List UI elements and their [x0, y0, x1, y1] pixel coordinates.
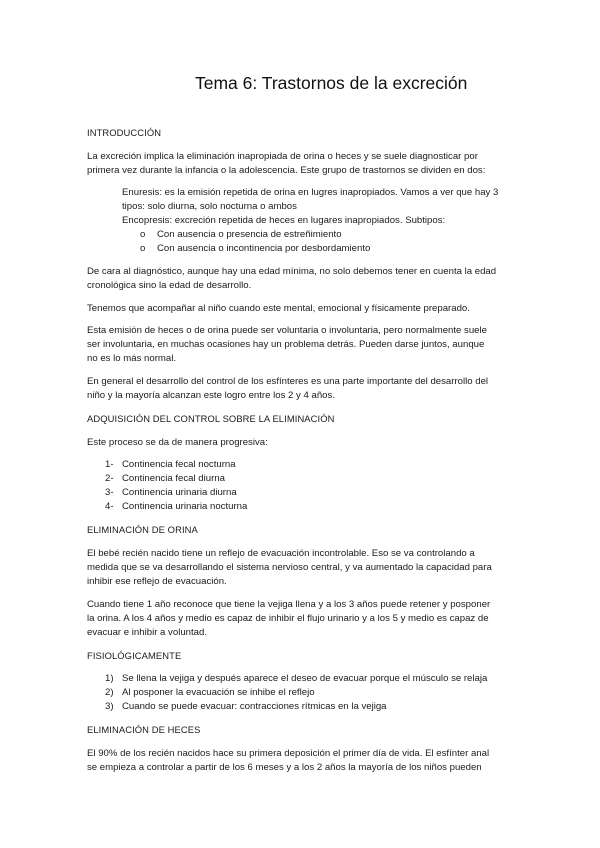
- paragraph-line: En general el desarrollo del control de los esfínteres es una parte importante del desarrollo del: [87, 376, 489, 387]
- list-item-text: Cuando se puede evacuar: contracciones rítmicas en la vejiga: [122, 701, 387, 712]
- paragraph-line: Esta emisión de heces o de orina puede ser voluntaria o involuntaria, pero normalmente suele: [87, 325, 487, 336]
- section-heading-orina: ELIMINACIÓN DE ORINA: [87, 524, 198, 535]
- list-item-text: Con ausencia o incontinencia por desbordamiento: [157, 243, 371, 254]
- paragraph-line: ser involuntaria, en muchas ocasiones hay un problema detrás. Pueden darse juntos, aunque: [87, 339, 485, 350]
- list-item: [105, 673, 487, 684]
- list-item-text: Continencia fecal nocturna: [122, 459, 236, 470]
- list-item-text: Continencia urinaria diurna: [122, 487, 237, 498]
- list-item-text: Al posponer la evacuación se inhibe el reflejo: [122, 687, 315, 698]
- list-item: [105, 501, 247, 512]
- paragraph-line: Cuando tiene 1 año reconoce que tiene la vejiga llena y a los 3 años puede retener y posponer: [87, 599, 491, 610]
- list-item: [105, 701, 387, 712]
- paragraph-line: cronológica sino la edad de desarrollo.: [87, 280, 252, 291]
- section-heading-adquisicion: ADQUISICIÓN DEL CONTROL SOBRE LA ELIMINACIÓN: [87, 413, 335, 424]
- list-item-text: Continencia urinaria nocturna: [122, 501, 248, 512]
- section-heading-heces: ELIMINACIÓN DE HECES: [87, 724, 201, 735]
- enuresis-definition-cont: tipos: solo diurna, solo nocturna o ambos: [122, 201, 297, 212]
- section-heading-introduccion: INTRODUCCIÓN: [87, 127, 162, 138]
- paragraph-line: se empieza a controlar a partir de los 6 meses y a los 2 años la mayoría de los niños pueden: [87, 762, 482, 773]
- list-number: 2): [105, 687, 114, 698]
- bullet-marker: o: [140, 243, 146, 254]
- enuresis-definition: Enuresis: es la emisión repetida de orina en lugres inapropiados. Vamos a ver que hay 3: [122, 187, 499, 198]
- paragraph-line: De cara al diagnóstico, aunque hay una edad mínima, no solo debemos tener en cuenta la edad: [87, 266, 497, 277]
- paragraph-line: Tenemos que acompañar al niño cuando este mental, emocional y físicamente preparado.: [87, 303, 470, 314]
- paragraph-line: no es lo más normal.: [87, 353, 177, 364]
- list-number: 3): [105, 701, 114, 712]
- list-item-text: Continencia fecal diurna: [122, 473, 225, 484]
- paragraph-line: El 90% de los recién nacidos hace su primera deposición el primer día de vida. El esfínter anal: [87, 748, 490, 759]
- paragraph-line: primera vez durante la infancia o la adolescencia. Este grupo de trastornos se dividen en dos:: [87, 165, 486, 176]
- list-item: [140, 229, 342, 240]
- paragraph-line: la orina. A los 4 años y medio es capaz de inhibir el flujo urinario y a los 5 y medio es capaz de: [87, 613, 489, 624]
- paragraph-line: Este proceso se da de manera progresiva:: [87, 437, 268, 448]
- list-number: 4-: [105, 501, 114, 512]
- paragraph-line: La excreción implica la eliminación inapropiada de orina o heces y se suele diagnosticar por: [87, 151, 478, 162]
- list-item: [105, 687, 315, 698]
- bullet-marker: o: [140, 229, 146, 240]
- paragraph-line: niño y la mayoría alcanzan este logro entre los 2 y 4 años.: [87, 390, 335, 401]
- paragraph-line: inhibir ese reflejo de evacuación.: [87, 576, 227, 587]
- paragraph-line: medida que se va desarrollando el sistema nervioso central, y va aumentado la capacidad para: [87, 562, 492, 573]
- encopresis-definition: Encopresis: excreción repetida de heces en lugares inapropiados. Subtipos:: [122, 215, 446, 226]
- page-title: Tema 6: Trastornos de la excreción: [195, 73, 468, 93]
- list-number: 2-: [105, 473, 114, 484]
- list-item: [105, 473, 225, 484]
- list-item-text: Con ausencia o presencia de estreñimiento: [157, 229, 342, 240]
- section-heading-fisiologicamente: FISIOLÓGICAMENTE: [87, 650, 182, 661]
- list-item: [105, 459, 236, 470]
- list-item: [140, 243, 370, 254]
- paragraph-line: evacuar e inhibir a voluntad.: [87, 627, 207, 638]
- list-number: 1-: [105, 459, 114, 470]
- list-item: [105, 487, 237, 498]
- list-number: 1): [105, 673, 114, 684]
- list-number: 3-: [105, 487, 114, 498]
- list-item-text: Se llena la vejiga y después aparece el deseo de evacuar porque el músculo se relaja: [122, 673, 488, 684]
- paragraph-line: El bebé recién nacido tiene un reflejo de evacuación incontrolable. Eso se va controlando a: [87, 548, 475, 559]
